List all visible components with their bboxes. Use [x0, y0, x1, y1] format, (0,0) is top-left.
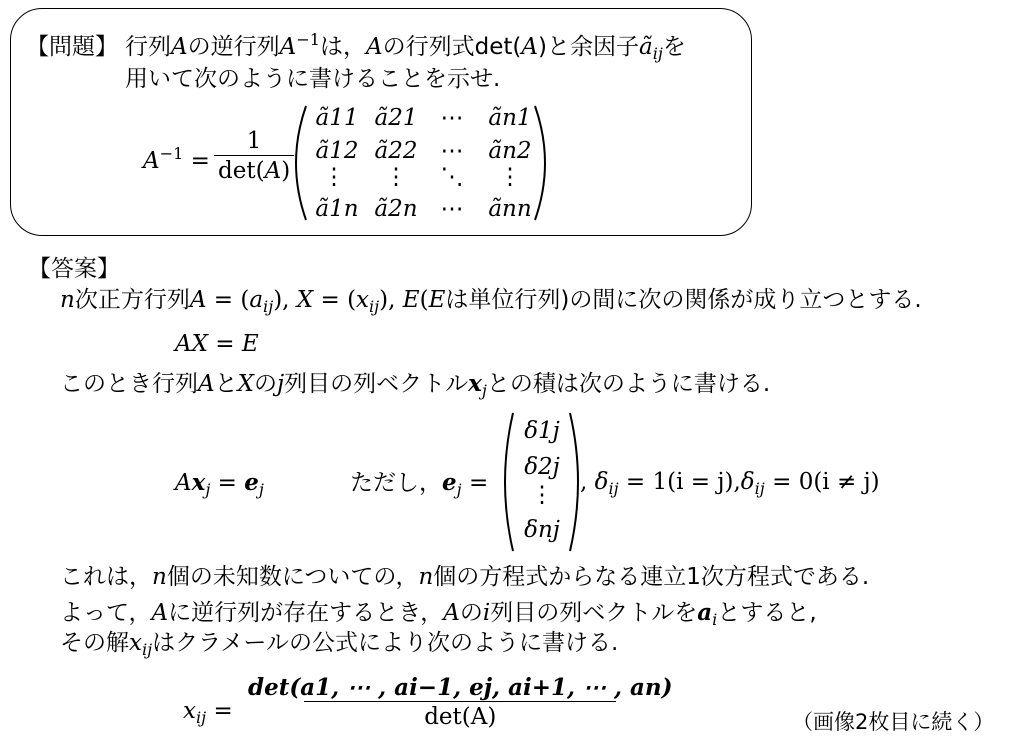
answer-line3: これは，n個の未知数についての，n個の方程式からなる連立1次方程式である.	[60, 564, 870, 590]
answer-line2: このとき行列AとXのj列目の列ベクトル$x_j$との積は次のように書ける.	[60, 370, 771, 400]
answer-line4: よって，Aに逆行列が存在するとき，Aのi列目の列ベクトルを$a_i$とすると,	[60, 599, 817, 629]
answer-line5: その解$x_{ij}$はクラメールの公式により次のように書ける.	[60, 630, 619, 659]
answer-label: 【答案】	[28, 256, 120, 282]
problem-statement-line2: 用いて次のように書けることを示せ.	[125, 66, 501, 92]
answer-line1: n次正方行列$A = (a_{ij})$, $X = (x_{ij})$, E(Eは単位行列)の間に次の関係が成り立つとする.	[60, 287, 922, 316]
footer-continued-note: （画像2枚目に続く）	[792, 710, 995, 734]
problem-formula-fraction: $\frac{1}{\det(A)}$	[214, 130, 294, 183]
answer-equation-AX-E: AX = E	[175, 331, 259, 357]
answer-cramer-fraction: $\frac{\det(a1, \cdots , ai-1, ej, ai+1, \cdots , an)}{\det(A)}$	[248, 674, 673, 730]
problem-statement-line1: 行列Aの逆行列$A^{-1}$は，Aの行列式det(A)と余因子$ã_{ij}$を	[125, 30, 686, 63]
answer-tadashi: ただし，$e_j$ =	[350, 469, 489, 499]
problem-label: 【問題】	[26, 34, 118, 60]
problem-formula-lhs: $A^{-1}$ =	[143, 144, 210, 174]
answer-equation-Axj-ej: $Ax_j = e_j$	[175, 469, 264, 499]
answer-delta-conditions: , $\delta_{ij} = 1(i = j),\delta_{ij} = 0(i \ne j)$	[580, 469, 880, 498]
answer-cramer-lhs: $x_{ij}$ =	[183, 698, 233, 727]
